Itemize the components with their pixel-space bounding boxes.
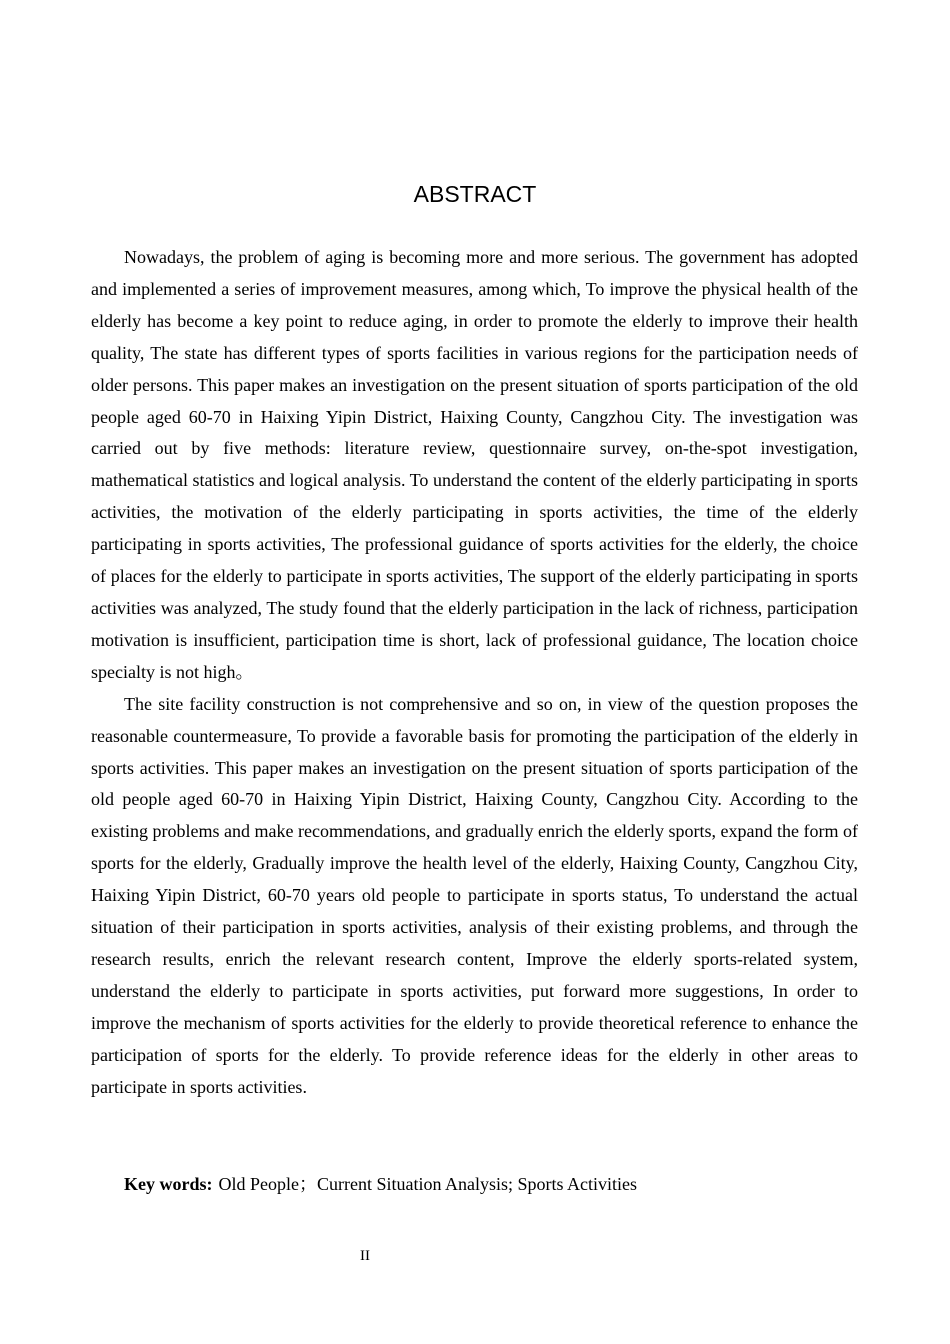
abstract-paragraph-2: The site facility construction is not comprehensive and so on, in view of the question proposes the reasonable countermeasure, To provide a favorable basis for promoting the participation of the elderly in sports activities. This paper makes an investigation on the present situation of sports participation of the old people aged 60-70 in Haixing Yipin District, Haixing County, Cangzhou City. According to the existing problems and make recommendations, and gradually enrich the elderly sports, expand the form of sports for the elderly, Gradually improve the health level of the elderly, Haixing County, Cangzhou City, Haixing Yipin District, 60-70 years old people to participate in sports status, To understand the actual situation of their participation in sports activities, analysis of their existing problems, and through the research results, enrich the relevant research content, Improve the elderly sports-related system, understand the elderly to participate in sports activities, put forward more suggestions, In order to improve the mechanism of sports activities for the elderly to provide theoretical reference to enhance the participation of sports for the elderly. To provide reference ideas for the elderly in other areas to participate in sports activities.	[91, 693, 858, 1097]
page-number: II	[360, 1248, 370, 1264]
abstract-title: ABSTRACT	[413, 181, 537, 207]
abstract-paragraph-1: Nowadays, the problem of aging is becoming more and more serious. The government has adopted and implemented a series of improvement measures, among which, To improve the physical health of the elderly has become a key point to reduce aging, in order to promote the elderly to improve their health quality, The state has different types of sports facilities in various regions for the participation needs of older persons. This paper makes an investigation on the present situation of sports participation of the old people aged 60-70 in Haixing Yipin District, Haixing County, Cangzhou City. The investigation was carried out by five methods: literature review, questionnaire survey, on-the-spot investigation, mathematical statistics and logical analysis. To understand the content of the elderly participating in sports activities, the motivation of the elderly participating in sports activities, the time of the elderly participating in sports activities, The professional guidance of sports activities for the elderly, the choice of places for the elderly to participate in sports activities, The support of the elderly participating in sports activities was analyzed, The study found that the elderly participation in the lack of richness, participation motivation is insufficient, participation time is short, lack of professional guidance, The location choice specialty is not high。	[91, 247, 858, 682]
keywords-label: Key words:	[124, 1174, 213, 1194]
abstract-body	[91, 242, 858, 1103]
keywords-values: Old People；Current Situation Analysis; Sports Activities	[218, 1174, 637, 1194]
keywords-line	[124, 1169, 864, 1199]
